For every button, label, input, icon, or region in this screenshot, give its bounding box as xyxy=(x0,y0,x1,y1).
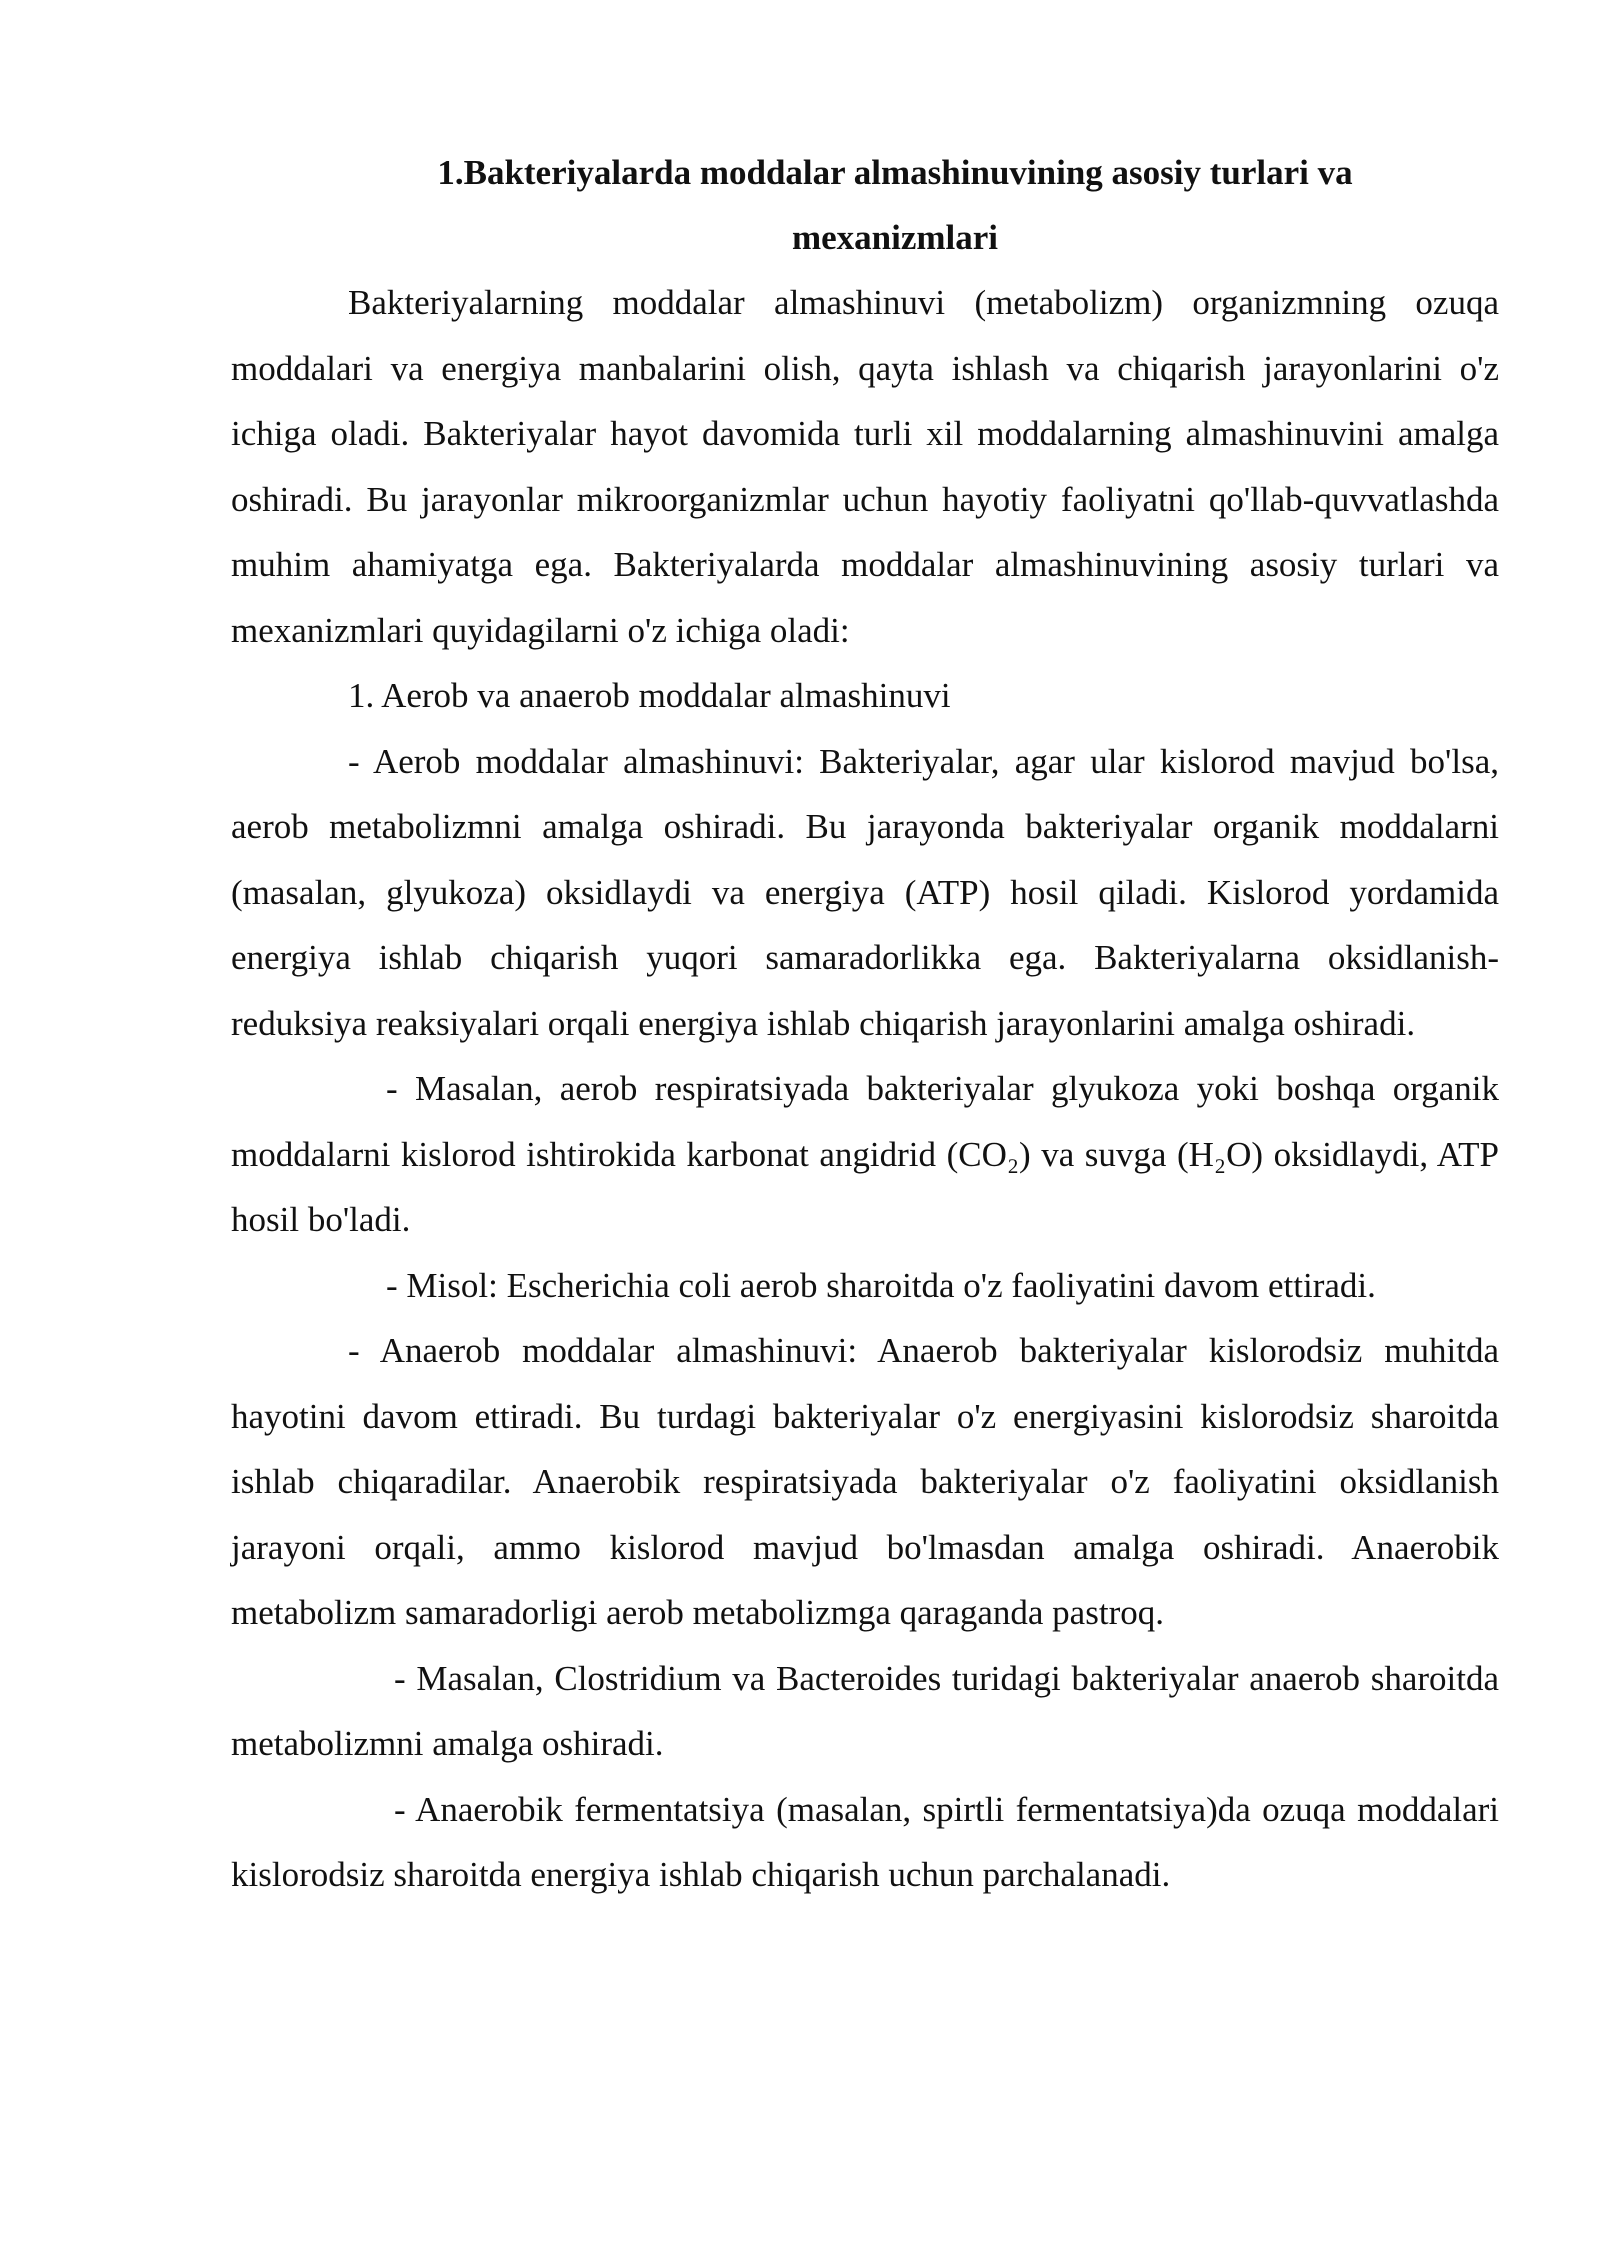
section-title-line-1: 1.Bakteriyalarda moddalar almashinuvining asosiy turlari va xyxy=(437,153,1353,192)
aerob-example-paragraph: - Masalan, aerob respiratsiyada bakteriyalar glyukoza yoki boshqa organik moddalarni kislorod ishtirokida karbonat angidrid (CO₂) va suvga (H₂O) oksidlaydi, ATP hosil bo'ladi. xyxy=(231,1069,1499,1239)
aerob-paragraph: - Aerob moddalar almashinuvi: Bakteriyalar, agar ular kislorod mavjud bo'lsa, aerob metabolizmni amalga oshiradi. Bu jarayonda bakteriyalar organik moddalarni (masalan, glyukoza) oksidlaydi va energiya (ATP) hosil qiladi. Kislorod yordamida energiya ishlab chiqarish yuqori samaradorlikka ega. Bakteriyalarna oksidlanish-reduksiya reaksiyalari orqali energiya ishlab chiqarish jarayonlarini amalga oshiradi. xyxy=(231,741,1499,1043)
fermentation-paragraph: - Anaerobik fermentatsiya (masalan, spirtli fermentatsiya)da ozuqa moddalari kislorodsiz sharoitda energiya ishlab chiqarish uchun parchalanadi. xyxy=(231,1789,1499,1894)
intro-paragraph: Bakteriyalarning moddalar almashinuvi (metabolizm) organizmning ozuqa moddalari va energiya manbalarini olish, qayta ishlash va chiqarish jarayonlarini o'z ichiga oladi. Bakteriyalar hayot davomida turli xil moddalarning almashinuvini amalga oshiradi. Bu jarayonlar mikroorganizmlar uchun hayotiy faoliyatni qo'llab-quvvatlashda muhim ahamiyatga ega. Bakteriyalarda moddalar almashinuvining asosiy turlari va mexanizmlari quyidagilarni o'z ichiga oladi: xyxy=(231,283,1499,650)
anaerob-paragraph: - Anaerob moddalar almashinuvi: Anaerob bakteriyalar kislorodsiz muhitda hayotini davom ettiradi. Bu turdagi bakteriyalar o'z energiyasini kislorodsiz sharoitda ishlab chiqaradilar. Anaerobik respiratsiyada bakteriyalar o'z faoliyatini oksidlanish jarayoni orqali, ammo kislorod mavjud bo'lmasdan amalga oshiradi. Anaerobik metabolizm samaradorligi aerob metabolizmga qaraganda pastroq. xyxy=(231,1331,1499,1632)
subheading-aerob-anaerob: 1. Aerob va anaerob moddalar almashinuvi xyxy=(348,676,951,715)
section-title-line-2: mexanizmlari xyxy=(791,218,999,257)
ecoli-example-paragraph: - Misol: Escherichia coli aerob sharoitda o'z faoliyatini davom ettiradi. xyxy=(386,1265,1376,1305)
clostridium-example-paragraph: - Masalan, Clostridium va Bacteroides turidagi bakteriyalar anaerob sharoitda metabolizmni amalga oshiradi. xyxy=(231,1658,1499,1763)
document-body xyxy=(231,140,1499,1908)
